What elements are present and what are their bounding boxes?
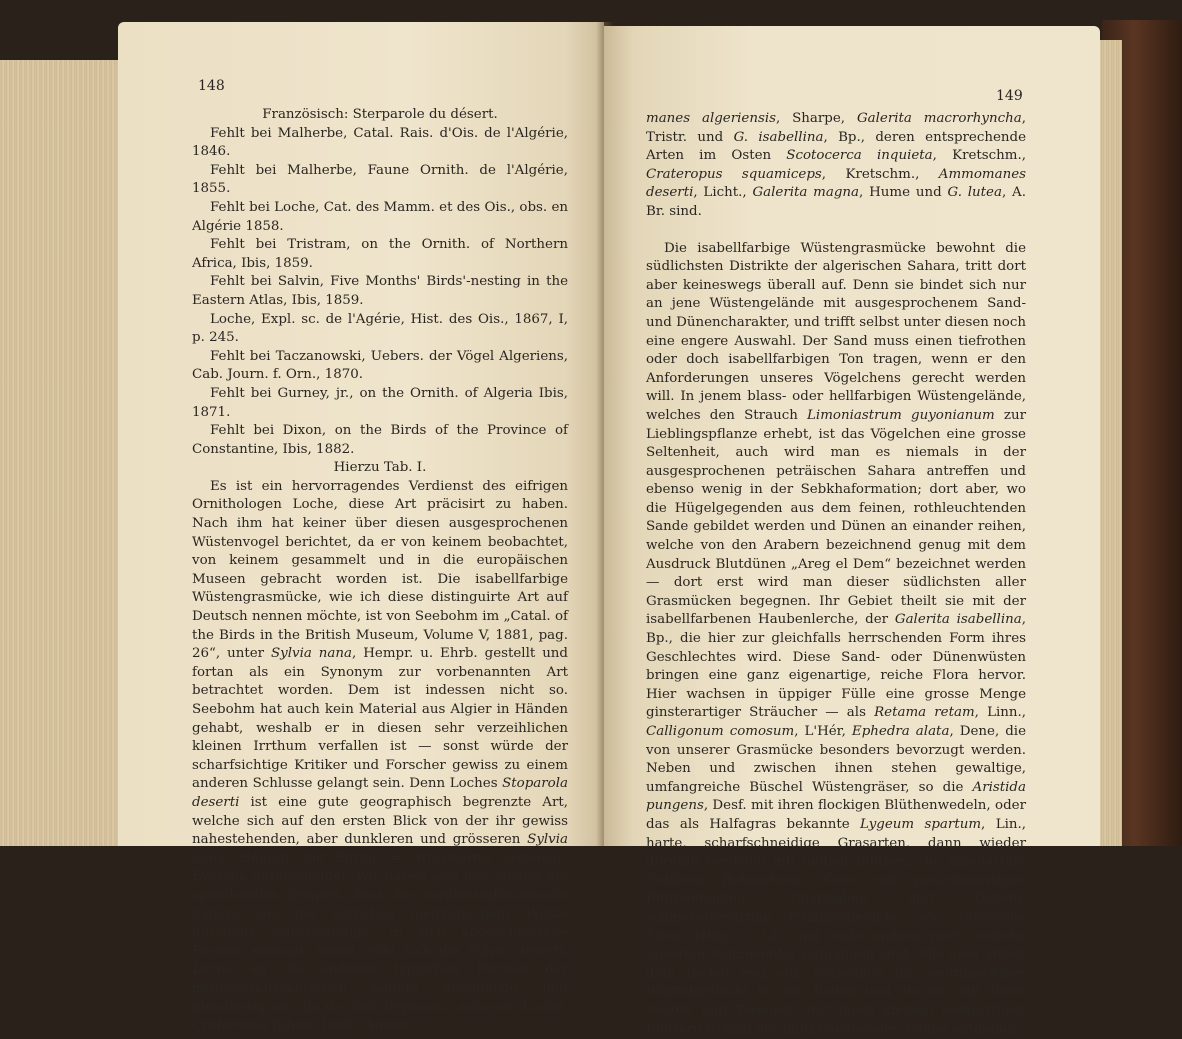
species-name: Sylvia nana — [271, 646, 353, 662]
species-name: Lygeum spartum — [860, 816, 982, 832]
text-run: Es ist ein hervorragendes Verdienst des eifrigen Ornithologen Loche, diese Art präcisirt zu haben. Nach ihm hat keiner über diesen ausgesprochenen Wüstenvogel berichtet, da er von keinem beobachtet, von keinem gesammelt und in die europäischen Museen gebracht worden ist. Die isabellfarbige Wüstengrasmücke, wie ich diese distinguirte Art auf Deutsch nennen möchte, ist von Seebohm im „Catal. of the Birds in the British Museum, Volume V, 1881, pag. 26“, unter — [192, 478, 568, 662]
text-run: , Desf. mit ihren flockigen Blüthenwedeln, oder das als Halfagras bekannte — [646, 798, 1026, 832]
species-name: Ammo- — [364, 1018, 413, 1034]
text-run: , L'Hér, — [794, 724, 852, 739]
reference-entry: Fehlt bei Tristram, on the Ornith. of Northern Africa, Ibis, 1859. — [192, 237, 568, 271]
species-name: Drymoeca saharae — [382, 999, 513, 1015]
reference-entry: Fehlt bei Malherbe, Faune Ornith. de l'Algérie, 1855. — [192, 162, 568, 197]
plate-note: Hierzu Tab. I. — [333, 460, 427, 476]
species-name: Crateropus squamiceps — [646, 166, 822, 182]
reference-entry: Fehlt bei Salvin, Five Months' Birds'-nesting in the Eastern Atlas, Ibis, 1859. — [192, 274, 568, 308]
left-page — [118, 22, 604, 1034]
species-name: Galerita isabellina — [894, 612, 1022, 628]
species-name: Sylvia deserti — [467, 943, 564, 959]
species-name: Scotocerca inquieta — [786, 148, 933, 164]
species-name: Calligonum comosum — [646, 724, 795, 739]
species-name: Galerita macrorhyncha — [856, 111, 1022, 126]
text-run: Die isabellfarbige Wüstengrasmücke bewohnt die südlichsten Distrikte der algerischen Sahara, tritt dort aber keineswegs überall auf. Denn sie bindet sich nur an jene Wüstengelände mit ausgesprochenem Sand- und Dünencharakter, und trifft selbst unter diesen noch eine engere Auswahl. Der Sand muss einen tiefrothen oder doch isabellfarbigen Ton tragen, wenn er den Anforderungen unseres Vögelchens gerecht werden will. In jenem blass- oder hellfarbigen Wüstengelände, welches den Strauch — [646, 240, 1026, 423]
right-page-text — [646, 110, 1026, 1039]
species-name: Sylvia nana — [192, 832, 568, 866]
text-run: zur Lieblingspflanze erhebt, ist das Vögelchen eine grosse Seltenheit, auch wird man es niemals in der ausgesprochenen peträischen Sahara antreffen und ebenso wenig in der Sebkhaformation; dort aber, wo die Hügelgegenden aus dem feinen, rothleuchtenden Sande gebildet werden und Dünen an einander reihen, welche von den Arabern bezeichnend genug mit dem Ausdruck Blutdünen „Areg el Dem“ bezeichnet werden — dort erst wird man dieser südlichsten aller Grasmücken begegnen. Ihr Gebiet theilt sie mit der isabellfarbenen Haubenlerche, der — [646, 407, 1026, 628]
species-name: Cistanche lutea — [646, 909, 1026, 944]
species-name: Aristida pungens — [646, 779, 1026, 814]
text-run: , Hempr. und Ehrbg. = — [225, 850, 413, 866]
text-run: , Sharpe, — [776, 111, 857, 126]
text-run: , Kretschm., — [932, 148, 1026, 164]
species-name: manes algeriensis — [646, 111, 776, 126]
text-run: , Loche an die anderen typischen Formen der nordwestafricanischen Sahara ebenbürtig und gleichartig an, als da sind — [192, 943, 568, 1015]
text-run: , A. Br. sind. — [646, 185, 1026, 219]
right-body-paragraph — [646, 240, 1026, 1039]
species-name: G. isabellina — [733, 129, 824, 145]
species-name: Ephedra alata — [851, 724, 950, 739]
species-name: Stoparola deserti — [192, 776, 568, 810]
text-run: , Coss. mit perückenartigen Blüthenköpfen, Gnaphalien und Disteln, schmarotzerartige Pflanzengebilde, wie — [646, 872, 1026, 925]
text-run: , Lin., harte, scharfschneidige Grasarten, dann wieder dornige Genisten mit gelben Blüthen, die eigenartige — [646, 816, 1027, 870]
reference-entry: Fehlt bei Gurney, jr., on the Ornith. of Algeria Ibis, 1871. — [192, 385, 568, 420]
left-body-paragraph — [192, 478, 568, 1036]
continuation-paragraph — [646, 110, 1026, 222]
text-run: , Licht., — [693, 185, 753, 201]
text-run: , Desf., — [313, 1018, 365, 1034]
reference-list — [192, 125, 568, 460]
reference-entry: Loche, Expl. sc. de l'Agérie, Hist. des Ois., 1867, I, p. 245. — [192, 311, 568, 346]
text-run: , Dene, die von unserer Grasmücke besonders bevorzugt werden. Neben und zwischen ihnen stehen gewaltige, umfangreiche Büschel Wüstengräser, so die — [646, 724, 1027, 795]
reference-entry: Fehlt bei Dixon, on the Birds of the Province of Constantine, Ibis, 1882. — [192, 423, 568, 457]
species-name: Galerita magna — [752, 185, 860, 201]
species-name: G. lutea — [947, 185, 1002, 201]
text-run: , Bp., die hier zur gleichfalls herrschenden Form ihres Geschlechtes wird. Diese Sand- oder Dünenwüsten bringen eine ganz eigenartige, reiche Flora hervor. Hier wachsen in üppiger Fülle eine grosse Menge ginsterartiger Sträucher — als — [646, 612, 1026, 721]
species-name: Gaillonia Reboudiana — [646, 872, 803, 888]
reference-entry: Fehlt bei Loche, Cat. des Mamm. et des Ois., obs. en Algérie 1858. — [192, 199, 568, 234]
text-run: , Hume und — [859, 185, 948, 201]
text-run: , Loche, — [512, 999, 568, 1015]
species-name: Atraphornis aralensis — [412, 850, 564, 866]
species-name: Crateropus fulvus — [192, 1018, 314, 1034]
right-page-number: 149 — [996, 88, 1023, 104]
reference-entry: Fehlt bei Malherbe, Catal. Rais. d'Ois. de l'Algérie, 1846. — [192, 125, 568, 160]
page-edges-left — [0, 60, 130, 846]
text-run: , Bp., deren entsprechende Arten im Osten — [646, 129, 1027, 164]
species-name: Retama retam — [874, 705, 975, 721]
text-run: , Eversm. unterscheidet. Wir haben also hier wieder ein sprechendes Beispiel, dass die nordwestafricanische Sahara von der östlichen (aegyptischen) Wüste durchaus selbstständige, in sich abgeschlossene Formen erzeugt. Somit reiht sich die — [192, 850, 568, 959]
text-run: , Linn., — [974, 705, 1026, 721]
language-heading: Französisch: Sterparole du désert. — [262, 107, 498, 122]
reference-entry: Fehlt bei Taczanowski, Uebers. der Vögel Algeriens, Cab. Journ. f. Orn., 1870. — [192, 348, 568, 383]
text-run: , Hempr. u. Ehrb. gestellt und fortan als ein Synonym zur vorbenannten Art betrachtet worden. Dem ist indessen nicht so. Seebohm hat auch kein Material aus Algier in Händen gehabt, weshalb er in diesen sehr verzeihlichen kleinen Irrthum verfallen ist — sonst würde der scharfsichtige Kritiker und Forscher gewiss zu einem anderen Schlusse gelangt sein. Denn Loches — [192, 646, 569, 792]
left-page-text — [192, 106, 568, 1036]
right-page — [604, 26, 1100, 1037]
left-page-number: 148 — [198, 78, 225, 94]
text-run: , Tristr. und — [646, 111, 1026, 145]
text-run: , Kretschm., — [821, 166, 939, 182]
text-run: ist eine gute geographisch begrenzte Art, welche sich auf den ersten Blick von der ihr gewiss nahestehenden, aber dunkleren und grösseren — [192, 794, 568, 848]
species-name: Limoniastrum guyonianum — [807, 407, 995, 423]
text-run: , Hffg. u. Lk. und viele andere noch, welche unserem Sammeleifer entgangen sind. Alle aber sitzen dem Boden eng auf, entsenden ihr weitmaschiges Wurzelgeflecht in den Boden und starren mit ihren Aesten und Zweigen, mit ihren kleinen lederartigen Blättern trotzig der gluthhauchenden Sonne entgegen. — [646, 928, 1026, 1037]
species-name: Ammomanes deserti — [646, 166, 1027, 201]
